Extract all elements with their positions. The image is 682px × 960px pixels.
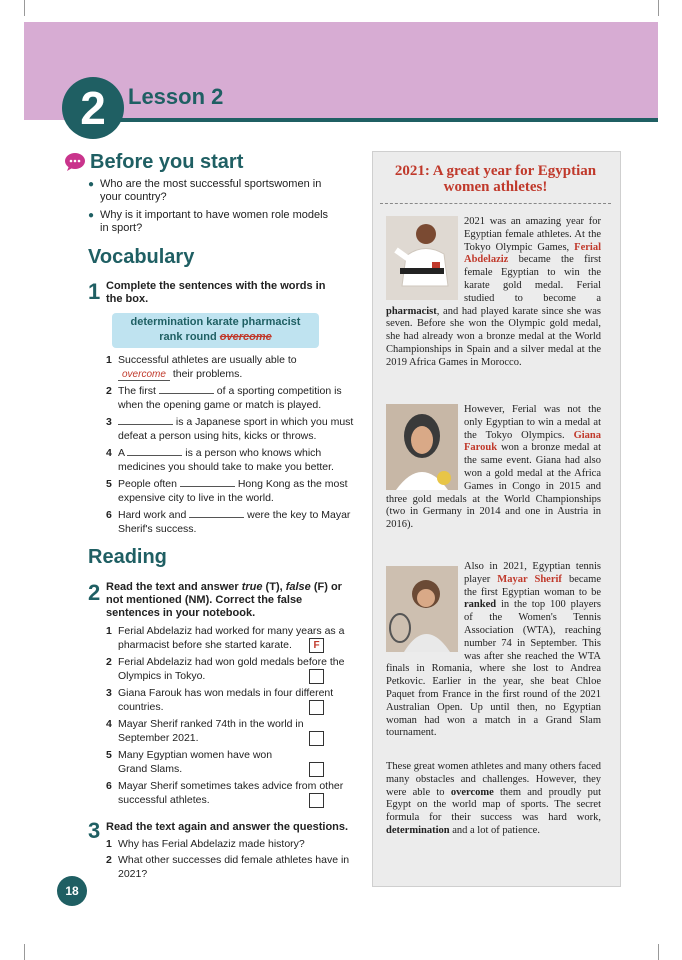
exercise-instruction: Read the text again and answer the questions. [106,821,349,833]
statement-item: 6 Mayar Sherif sometimes takes advice from other successful athletes. [106,780,344,806]
statement-item: 2 Ferial Abdelaziz had won gold medals before the Olympics in Tokyo. [106,656,345,682]
statement-item: 5 Many Egyptian women have won Grand Slams. [106,749,273,775]
bullet-icon: ● [88,210,95,221]
reading-heading: Reading [88,546,167,568]
exercise-number: 3 [88,818,101,843]
lesson-title: Lesson 2 [128,84,224,109]
word-box: determination karate pharmacist rank round overcome [112,313,319,348]
answer-checkbox[interactable] [309,700,324,715]
vocabulary-heading: Vocabulary [88,246,195,268]
exercise-instruction: Complete the sentences with the words in the box. [106,280,326,305]
answer-blank[interactable]: overcome [118,369,170,381]
exercise-instruction: Read the text and answer true (T), false (F) or not mentioned (NM). Correct the false sentences in your notebook. [106,581,342,619]
answer-checkbox[interactable] [309,731,324,746]
crop-mark [658,944,659,960]
header-rule [112,118,658,122]
answer-checkbox[interactable]: F [309,638,324,653]
before-you-start-heading: Before you start [90,151,244,173]
answer-checkbox[interactable] [309,669,324,684]
answer-blank[interactable] [159,384,214,394]
answer-blank[interactable] [180,477,235,487]
photo-spacer [386,404,464,490]
answer-blank[interactable] [189,508,244,518]
question-item: 2 What other successes did female athletes have in 2021? [106,854,350,880]
article-paragraph: These great women athletes and many others faced many obstacles and challenges. However, they were able to overcome them and proudly put Egypt on the world map of sports. The secret formula for their success was hard work, determination and a lot of patience. [386,761,601,836]
photo-spacer [386,216,464,300]
list-item: ● Who are the most successful sportswomen in your country? [88,178,322,203]
speech-bubble-icon [64,152,86,172]
vocab-item: 3 is a Japanese sport in which you must defeat a person using hits, kicks or throws. [106,416,354,442]
exercise-number: 1 [88,279,101,304]
article-divider [380,203,611,204]
answer-checkbox[interactable] [309,793,324,808]
vocab-item: 6 Hard work and were the key to Mayar Sherif's success. [106,509,351,535]
photo-spacer [386,561,464,652]
vocab-item: 2 The first of a sporting competition is when the opening game or match is played. [106,385,342,411]
vocab-item: 4 A is a person who knows which medicines you should take to make you better. [106,447,334,473]
crop-mark [658,0,659,16]
statement-item: 1 Ferial Abdelaziz had worked for many years as a pharmacist before she started karate. [106,625,345,651]
article-paragraph: Also in 2021, Egyptian tennis player Mayar Sherif became the first Egyptian woman to be ranked in the top 100 players of the Women's Tennis Association (WTA), reaching number 74 in September. This was after she reached the WTA finals in Romania, where she lost to Andrea Petkovic. Earlier in the year, she beat Chloe Paquet from France in the first round of the 2021 Australian Open. Up until then, no Egyptian woman had won a match in a Grand Slam tournament. [386,561,601,739]
article-paragraph: 2021 was an amazing year for Egyptian female athletes. At the Tokyo Olympic Games, Ferial Abdelaziz became the first female Egyptian to win the karate gold medal. Ferial studied to become a pharmacist, and had played karate since she was seven. Before she won the Olympic gold medal, she had already won a bronze medal at the World Championships in Spain and a silver medal at the 2019 Africa Games in Morocco. [386,216,601,368]
bullet-icon: ● [88,179,95,190]
list-item: ● Why is it important to have women role models in sport? [88,209,329,234]
answer-checkbox[interactable] [309,762,324,777]
lesson-number-badge: 2 [62,77,124,139]
answer-blank[interactable] [118,415,173,425]
article-title: 2021: A great year for Egyptian women athletes! [394,163,597,195]
vocab-item: 5 People often Hong Kong as the most expensive city to live in the world. [106,478,348,504]
statement-item: 3 Giana Farouk has won medals in four different countries. [106,687,334,713]
crop-mark [24,944,25,960]
crop-mark [24,0,25,16]
question-item: 1 Why has Ferial Abdelaziz made history? [106,838,305,850]
statement-item: 4 Mayar Sherif ranked 74th in the world in September 2021. [106,718,304,744]
vocab-item: 1 Successful athletes are usually able to overcome their problems. [106,354,297,380]
exercise-number: 2 [88,580,101,605]
page-number: 18 [57,876,87,906]
article-paragraph: However, Ferial was not the only Egyptian to win a medal at the Tokyo Olympics. Giana Farouk won a bronze medal at the same event. Giana had also won a gold medal at the Africa Games in Congo in 2015 and three gold medals at the World Championships (two in Germany in 2014 and one in Austria in 2016). [386,404,601,531]
answer-blank[interactable] [127,446,182,456]
